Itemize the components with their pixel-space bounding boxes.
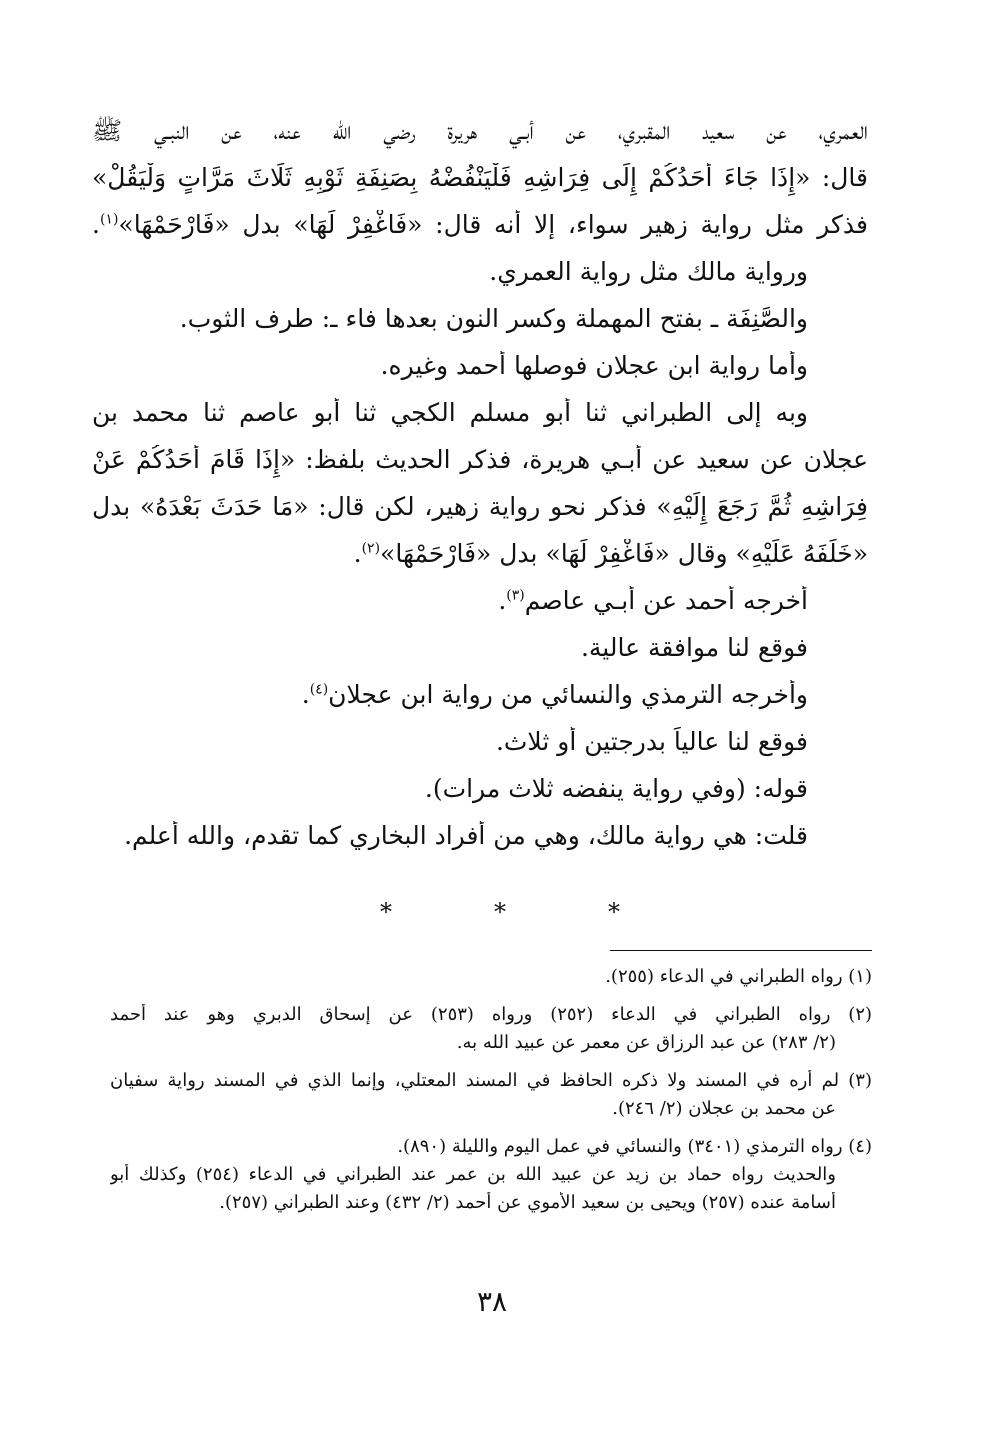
text-span: فذكر مثل رواية زهير سواء، إلا أنه قال: «فَاغْفِرْ لَهَا» بدل «فَارْحَمْهَا» bbox=[118, 210, 868, 239]
text-line bbox=[92, 633, 868, 680]
text-span: قلت: هي رواية مالك، وهي من أفراد البخاري كما تقدم، والله أعلم. bbox=[124, 821, 808, 850]
text-span: أخرجه أحمد عن أبـي عاصم bbox=[524, 586, 808, 615]
text-span: قوله: (وفي رواية ينفضه ثلاث مرات). bbox=[424, 774, 808, 803]
text-span: العمري، عن سعيد المقبري، عن أبـي هريرة رضي الله عنه، عن النبـي ﷺ bbox=[92, 116, 868, 145]
text-span: قال: «إِذَا جَاءَ أَحَدُكُمْ إِلَى فِرَاشِهِ فَلْيَنْفُضْهُ بِصَنِفَةِ ثَوْبِهِ ثَلَاثَ مَرَّاتٍ وَلْيَقُلْ» bbox=[92, 163, 868, 192]
text-span: عجلان عن سعيد عن أبـي هريرة، فذكر الحديث بلفظ: «إِذَا قَامَ أَحَدُكُمْ عَنْ bbox=[92, 445, 868, 474]
footnote-ref: (٤) bbox=[309, 681, 329, 698]
footnote-ref: (١) bbox=[99, 211, 119, 228]
footnote-line bbox=[110, 1164, 872, 1192]
page-number: ٣٨ bbox=[476, 1285, 508, 1318]
text-line bbox=[92, 492, 868, 539]
text-span: والصَّنِفَة ـ بفتح المهملة وكسر النون بعدها فاء ـ: طرف الثوب. bbox=[179, 304, 808, 333]
text-line bbox=[92, 727, 868, 774]
footnote-rule bbox=[610, 950, 872, 951]
text-line bbox=[92, 163, 868, 210]
text-span: وأخرجه الترمذي والنسائي من رواية ابن عجلان bbox=[328, 680, 808, 709]
footnote-line bbox=[110, 1070, 872, 1098]
text-span: فِرَاشِهِ ثُمَّ رَجَعَ إِلَيْهِ» فذكر نحو رواية زهير، لكن قال: «مَا حَدَثَ بَعْدَهُ» بدل bbox=[92, 492, 868, 521]
text-line bbox=[92, 680, 868, 727]
footnote-ref: (٢) bbox=[361, 540, 381, 557]
footnote-line bbox=[110, 1192, 872, 1220]
text-line bbox=[92, 445, 868, 492]
footnote-text: (١) رواه الطبراني في الدعاء (٢٥٥). bbox=[605, 966, 872, 987]
text-line bbox=[92, 257, 868, 304]
footnote-gap bbox=[110, 1126, 872, 1136]
footnote-gap bbox=[110, 994, 872, 1004]
text-span: وبه إلى الطبراني ثنا أبو مسلم الكجي ثنا أبو عاصم ثنا محمد بن bbox=[92, 398, 808, 427]
footnote-line bbox=[110, 966, 872, 994]
footnote-line bbox=[110, 1098, 872, 1126]
text-span: ورواية مالك مثل رواية العمري. bbox=[489, 257, 808, 286]
text-span: فوقع لنا موافقة عالية. bbox=[580, 633, 808, 662]
main-text bbox=[92, 116, 868, 868]
text-span: فوقع لنا عالياً بدرجتين أو ثلاث. bbox=[495, 727, 808, 756]
end-mark: . bbox=[92, 210, 100, 239]
footnote-line bbox=[110, 1004, 872, 1032]
text-line bbox=[92, 116, 868, 163]
star-ornament: * bbox=[608, 898, 620, 926]
text-line bbox=[92, 398, 868, 445]
text-line bbox=[92, 210, 868, 257]
footnote-text: (٢/ ٢٨٣) عن عبد الرزاق عن معمر عن عبيد الله به. bbox=[456, 1032, 836, 1053]
text-line bbox=[92, 774, 868, 821]
text-span: وأما رواية ابن عجلان فوصلها أحمد وغيره. bbox=[380, 351, 808, 380]
footnote-text: (٤) رواه الترمذي (٣٤٠١) والنسائي في عمل اليوم والليلة (٨٩٠). bbox=[397, 1136, 872, 1157]
text-line bbox=[92, 821, 868, 868]
footnote-text: (٣) لم أره في المسند ولا ذكره الحافظ في المسند المعتلي، وإنما الذي في المسند رواية سفيان bbox=[110, 1070, 872, 1091]
footnote-text: عن محمد بن عجلان (٢/ ٢٤٦). bbox=[612, 1098, 836, 1119]
footnote-line bbox=[110, 1136, 872, 1164]
text-span: «خَلَفَهُ عَلَيْهِ» وقال «فَاغْفِرْ لَهَا» بدل «فَارْحَمْهَا» bbox=[380, 539, 868, 568]
end-mark: . bbox=[301, 680, 310, 709]
star-ornament: * bbox=[494, 898, 506, 926]
footnote-text: (٢) رواه الطبراني في الدعاء (٢٥٢) ورواه (٢٥٣) عن إسحاق الدبري وهو عند أحمد bbox=[110, 1004, 872, 1025]
footnote-line bbox=[110, 1032, 872, 1060]
text-line bbox=[92, 586, 868, 633]
section-separator bbox=[380, 898, 620, 926]
footnote-text: أسامة عنده (٢٥٧) ويحيى بن سعيد الأموي عن أحمد (٢/ ٤٣٢) وعند الطبراني (٢٥٧). bbox=[219, 1192, 836, 1213]
text-line bbox=[92, 539, 868, 586]
text-line bbox=[92, 304, 868, 351]
footnote-text: والحديث رواه حماد بن زيد عن عبيد الله بن عمر عند الطبراني في الدعاء (٢٥٤) وكذلك أبو bbox=[110, 1164, 837, 1185]
footnote-ref: (٣) bbox=[506, 587, 525, 604]
star-ornament: * bbox=[380, 898, 392, 926]
footnotes bbox=[110, 966, 872, 1220]
end-mark: . bbox=[353, 539, 362, 568]
text-line bbox=[92, 351, 868, 398]
end-mark: . bbox=[498, 586, 507, 615]
footnote-gap bbox=[110, 1060, 872, 1070]
